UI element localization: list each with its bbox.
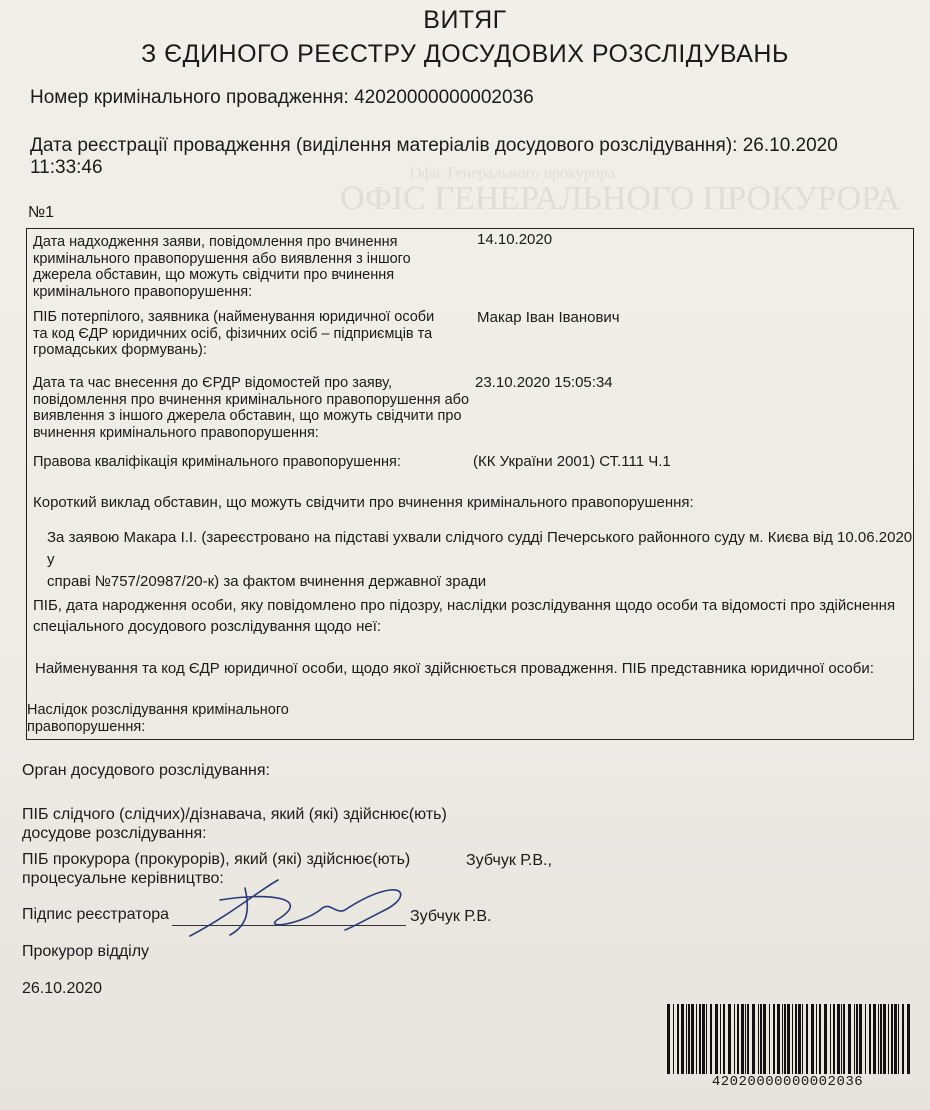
barcode-bar (798, 1004, 801, 1074)
barcode-bar (706, 1004, 707, 1074)
investigation-body-label: Орган досудового розслідування: (22, 762, 270, 779)
barcode-bar (673, 1004, 674, 1074)
barcode-bar (760, 1004, 762, 1074)
barcode-bar (715, 1004, 718, 1074)
registrar-signature-label: Підпис реєстратора (22, 906, 170, 923)
barcode-bar (837, 1004, 840, 1074)
barcode-bar (873, 1004, 876, 1074)
barcode-bar (859, 1004, 862, 1074)
barcode-bar (667, 1004, 670, 1074)
barcode-bar (741, 1004, 744, 1074)
barcode-bar (841, 1004, 842, 1074)
prosecutor-label: ПІБ прокурора (прокурорів), який (які) здійснює(ють) процесуальне керівництво: (22, 851, 411, 887)
legal-entity-label: Найменування та код ЄДР юридичної особи, щодо якої здійснюється провадження. ПІБ представника юридичної особи: (35, 660, 874, 677)
barcode-bar (769, 1004, 770, 1074)
barcode-bar (745, 1004, 746, 1074)
barcode-bar (728, 1004, 731, 1074)
barcode-bar (819, 1004, 821, 1074)
row-value-receipt-date: 14.10.2020 (477, 231, 553, 248)
barcode-bar (699, 1004, 701, 1074)
barcode-bar (865, 1004, 866, 1074)
document-subtitle: З ЄДИНОГО РЕЄСТРУ ДОСУДОВИХ РОЗСЛІДУВАНЬ (141, 40, 789, 68)
summary-label: Короткий виклад обставин, що можуть свідчити про вчинення кримінального правопорушення: (33, 494, 694, 511)
barcode-bar (763, 1004, 766, 1074)
investigation-result-label: Наслідок розслідування кримінального правопорушення: (27, 702, 289, 735)
summary-text: За заявою Макара І.І. (зареєстровано на підставі ухвали слідчого судді Печерського районного суду м. Києва від 10.06.2020 у справі №757/20987/20-к) за фактом вчинення державної зради (47, 529, 913, 590)
row-label-applicant: ПІБ потерпілого, заявника (найменування юридичної особи та код ЄДР юридичних осіб, фізичних осіб – підприємців та громадських формувань): (33, 309, 435, 358)
row-label-receipt-date: Дата надходження заяви, повідомлення про вчинення кримінального правопорушення або виявлення з іншого джерела обставин, що можуть свідчити про вчинення кримінального правопорушення: (33, 234, 411, 300)
barcode-bar (811, 1004, 814, 1074)
document-title: ВИТЯГ (423, 6, 507, 34)
barcode-bar (747, 1004, 749, 1074)
barcode-bar (723, 1004, 725, 1074)
barcode-bar (894, 1004, 897, 1074)
barcode-bar (691, 1004, 694, 1074)
bleed-through-text: Офіс Генерального прокурора (410, 165, 615, 182)
barcode-bar (833, 1004, 835, 1074)
investigator-label: ПІБ слідчого (слідчих)/дізнавача, який (які) здійснює(ють) досудове розслідування: (22, 806, 447, 842)
barcode-bar (734, 1004, 735, 1074)
barcode-bar (696, 1004, 697, 1074)
barcode-number: 42020000000002036 (711, 1074, 864, 1090)
barcode-bar (758, 1004, 759, 1074)
row-value-entry-date: 23.10.2020 15:05:34 (475, 374, 613, 391)
barcode-bar (888, 1004, 889, 1074)
barcode-bar (784, 1004, 786, 1074)
barcode-bar (737, 1004, 739, 1074)
barcode-bar (802, 1004, 803, 1074)
prosecutor-name: Зубчук Р.В., (466, 852, 552, 869)
barcode-bar (854, 1004, 855, 1074)
record-table (26, 228, 914, 740)
barcode-bar (773, 1004, 775, 1074)
case-number: Номер кримінального провадження: 42020000000002036 (30, 87, 534, 108)
barcode-bar (848, 1004, 851, 1074)
barcode-bar (787, 1004, 790, 1074)
barcode-bar (720, 1004, 721, 1074)
row-label-qualification: Правова кваліфікація кримінального правопорушення: (33, 454, 401, 470)
row-label-entry-date: Дата та час внесення до ЄРДР відомостей про заяву, повідомлення про вчинення кримінального правопорушення або виявлення з іншого джерела обставин, що можуть свідчити про вчинення кримінального правопорушення: (33, 375, 470, 441)
barcode-bar (856, 1004, 858, 1074)
bleed-through-heading: ОФІС ГЕНЕРАЛЬНОГО ПРОКУРОРА (340, 180, 901, 217)
document-date: 26.10.2020 (22, 980, 103, 997)
barcode-bar (782, 1004, 783, 1074)
handwritten-signature (160, 870, 430, 950)
registrar-name: Зубчук Р.В. (410, 908, 492, 925)
barcode-bar (681, 1004, 684, 1074)
barcode-bar (902, 1004, 904, 1074)
barcode-bar (688, 1004, 690, 1074)
barcode-bar (677, 1004, 679, 1074)
barcode-bar (830, 1004, 831, 1074)
barcode-bar (792, 1004, 793, 1074)
row-value-qualification: (КК України 2001) СТ.111 Ч.1 (473, 453, 671, 470)
registration-date: Дата реєстрації провадження (виділення матеріалів досудового розслідування): 26.10.2020 (30, 135, 838, 156)
barcode-bar (898, 1004, 899, 1074)
barcode-bar (752, 1004, 755, 1074)
barcode-bar (880, 1004, 882, 1074)
barcode-bar (702, 1004, 705, 1074)
barcode-bar (816, 1004, 817, 1074)
department-prosecutor-label: Прокурор відділу (22, 943, 150, 960)
barcode-bar (824, 1004, 827, 1074)
barcode-bar (795, 1004, 797, 1074)
barcode-bar (686, 1004, 687, 1074)
barcode-bar (777, 1004, 780, 1074)
suspect-info-label: ПІБ, дата народження особи, яку повідомлено про підозру, наслідки розслідування щодо особи та відомості про здійснення спеціального досудового розслідування щодо неї: (33, 597, 896, 635)
registration-time: 11:33:46 (30, 157, 103, 178)
barcode-bar (806, 1004, 808, 1074)
barcode-bar (843, 1004, 845, 1074)
barcode-bar (907, 1004, 910, 1074)
record-number: №1 (28, 204, 55, 221)
row-value-applicant: Макар Іван Іванович (477, 309, 620, 326)
barcode-bar (878, 1004, 879, 1074)
barcode-bar (869, 1004, 871, 1074)
barcode (665, 1004, 910, 1074)
barcode-bar (710, 1004, 712, 1074)
barcode-bar (883, 1004, 886, 1074)
barcode-bar (891, 1004, 893, 1074)
